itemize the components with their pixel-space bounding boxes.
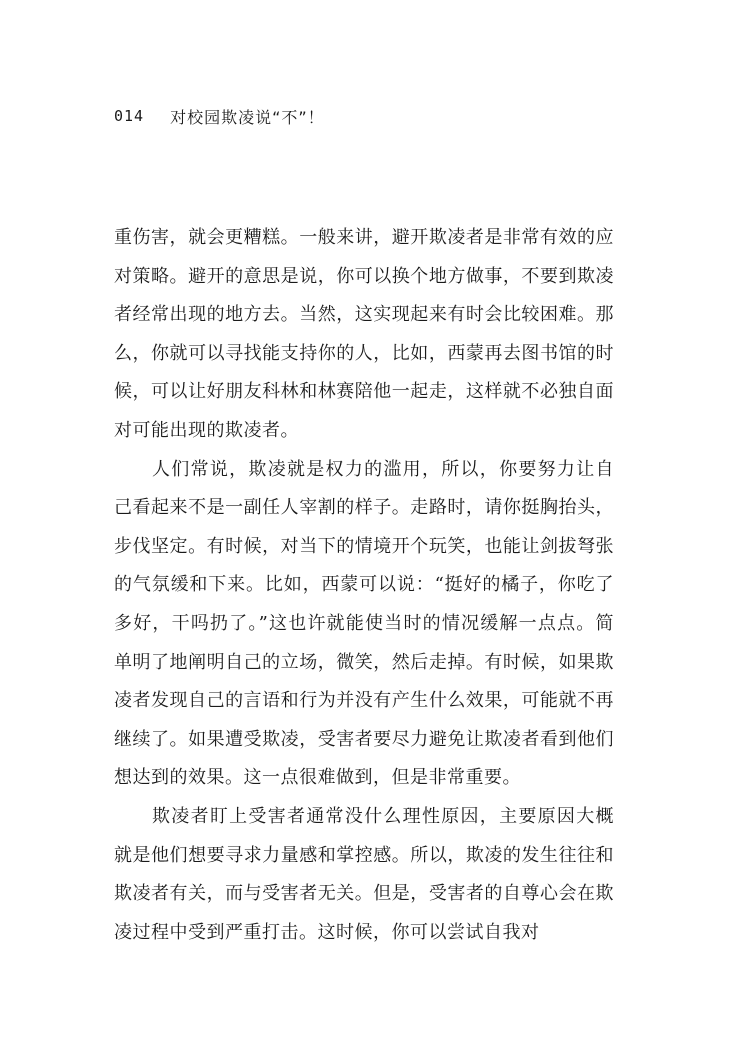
- body-text: [114, 219, 614, 952]
- paragraph-continued: 重伤害，就会更糟糕。一般来讲，避开欺凌者是非常有效的应对策略。避开的意思是说，你可以换个地方做事，不要到欺凌者经常出现的地方去。当然，这实现起来有时会比较困难。那么，你就可以寻找能支持你的人，比如，西蒙再去图书馆的时候，可以让好朋友科林和林赛陪他一起走，这样就不必独自面对可能出现的欺凌者。: [114, 227, 614, 441]
- paragraph: 欺凌者盯上受害者通常没什么理性原因，主要原因大概就是他们想要寻求力量感和掌控感。所以，欺凌的发生往往和欺凌者有关，而与受害者无关。但是，受害者的自尊心会在欺凌过程中受到严重打击。这时候，你可以尝试自我对: [114, 805, 614, 943]
- page-number: 014: [114, 107, 145, 125]
- paragraph: 人们常说，欺凌就是权力的滥用，所以，你要努力让自己看起来不是一副任人宰割的样子。走路时，请你挺胸抬头，步伐坚定。有时候，对当下的情境开个玩笑，也能让剑拔弩张的气氛缓和下来。比如，西蒙可以说：“挺好的橘子，你吃了多好，干吗扔了。”这也许就能使当时的情况缓解一点点。简单明了地阐明自己的立场，微笑，然后走掉。有时候，如果欺凌者发现自己的言语和行为并没有产生什么效果，可能就不再继续了。如果遭受欺凌，受害者要尽力避免让欺凌者看到他们想达到的效果。这一点很难做到，但是非常重要。: [114, 458, 614, 789]
- running-header: [114, 104, 325, 128]
- book-title: 对校园欺凌说“不”！: [170, 107, 325, 127]
